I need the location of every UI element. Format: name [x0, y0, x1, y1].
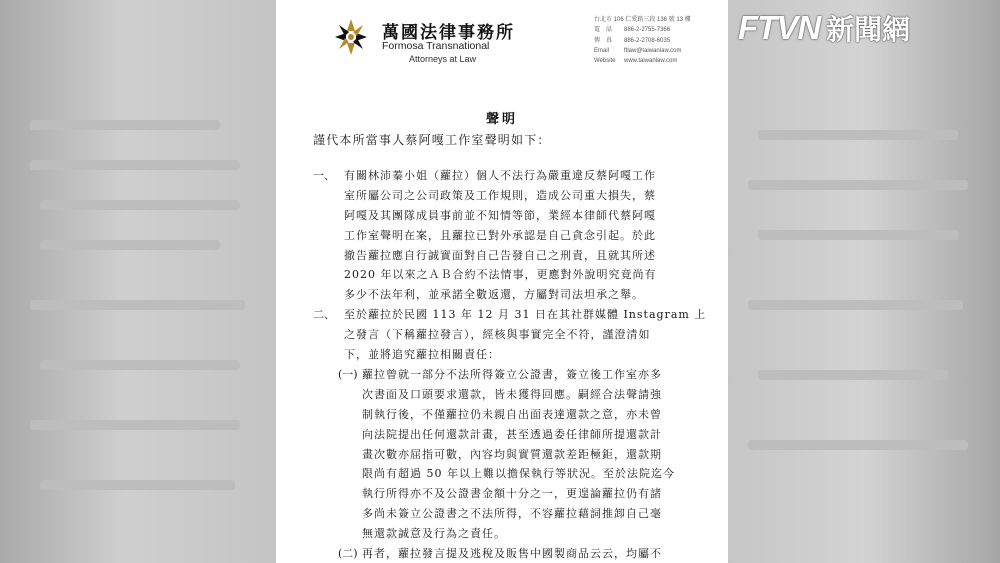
subsection-1-line: 向法院提出任何還款計畫，甚至透過委任律師所提還款計: [362, 427, 662, 441]
ftvn-logo-suffix: 新聞網: [826, 13, 911, 46]
section-1-marker: 一、: [313, 169, 335, 182]
subsection-1-line: 蘿拉曾就一部分不法所得簽立公證書，簽立後工作室亦多: [362, 367, 662, 381]
ftvn-logo-text: FTVN: [738, 9, 821, 46]
document-title: 聲明: [485, 112, 518, 127]
section-2-line: 之發言（下稱蘿拉發言），經核與事實完全不符，謹澄清如: [344, 328, 651, 342]
contact-phone: 電 話 886-2-2755-7366: [594, 27, 671, 34]
firm-name-english: Formosa Transnational: [382, 40, 490, 52]
contact-block: [594, 15, 724, 66]
section-2-line: 至於蘿拉於民國 113 年 12 月 31 日在其社群媒體 Instagram 上: [344, 308, 707, 322]
contact-address: 台北市 106 仁愛路三段 136 號 13 樓: [594, 17, 691, 23]
statement-document: [276, 0, 728, 563]
subsection-2-marker: (二): [338, 547, 358, 560]
section-1-line: 有關林沛蓁小姐（蘿拉）個人不法行為嚴重違反蔡阿嘎工作: [344, 169, 656, 182]
subsection-1-line: 無還款誠意及行為之責任。: [362, 527, 506, 541]
section-1-line: 工作室聲明在案，且蘿拉已對外承認是自己貪念引起。於此: [344, 228, 656, 242]
section-1-line: 多少不法年利，並承諾全數返還，方屬對司法坦承之舉。: [344, 288, 644, 302]
section-1-line: 室所屬公司之公司政策及工作規則，造成公司重大損失，蔡: [344, 188, 656, 202]
subsection-1-line: 多尚未簽立公證書之不法所得，不容蘿拉藉詞推卸自己毫: [362, 507, 662, 521]
subsection-1-marker: (一): [338, 367, 358, 381]
firm-name-chinese: 萬國法律事務所: [382, 23, 515, 43]
subsection-1-line: 次書面及口頭要求還款，皆未獲得回應。嗣經合法聲請強: [362, 387, 662, 401]
contact-website: Website www.taiwanlaw.com: [594, 58, 678, 65]
blurred-background-left: [0, 0, 276, 563]
section-2-marker: 二、: [313, 308, 335, 322]
contact-email: Email ftlaw@taiwanlaw.com: [594, 47, 682, 54]
subsection-2-line: 再者，蘿拉發言提及逃稅及販售中國製商品云云，均屬不: [362, 547, 662, 560]
subsection-1-line: 制執行後，不僅蘿拉仍未親自出面表達還款之意，亦未曾: [362, 407, 662, 421]
firm-subtitle: Attorneys at Law: [409, 54, 477, 64]
blurred-background-right: [728, 0, 1000, 563]
law-firm-logo-icon: [334, 18, 368, 56]
section-1-line: 撤告蘿拉應自行誠實面對自己告發自己之刑責，且就其所述: [344, 248, 656, 262]
contact-fax: 傳 真 886-2-2708-6035: [594, 37, 671, 44]
subsection-1-line: 限尚有超過 50 年以上難以擔保執行等狀況。至於法院迄今: [362, 467, 675, 481]
section-1-line: 2020 年以來之ＡＢ合約不法情事，更應對外說明究竟尚有: [344, 268, 657, 282]
subsection-1-line: 執行所得亦不及公證書金額十分之一，更遑論蘿拉仍有諸: [362, 487, 662, 501]
ftvn-news-logo: [738, 10, 910, 46]
intro-line: 謹代本所當事人蔡阿嘎工作室聲明如下：: [313, 133, 551, 147]
section-2-line: 下，並將追究蘿拉相關責任：: [344, 348, 500, 362]
subsection-1-line: 畫次數亦屈指可數，內容均與實質還款差距極鉅，還款期: [362, 447, 662, 461]
section-1-line: 阿嘎及其團隊成員事前並不知情等節，業經本律師代蔡阿嘎: [344, 208, 656, 222]
